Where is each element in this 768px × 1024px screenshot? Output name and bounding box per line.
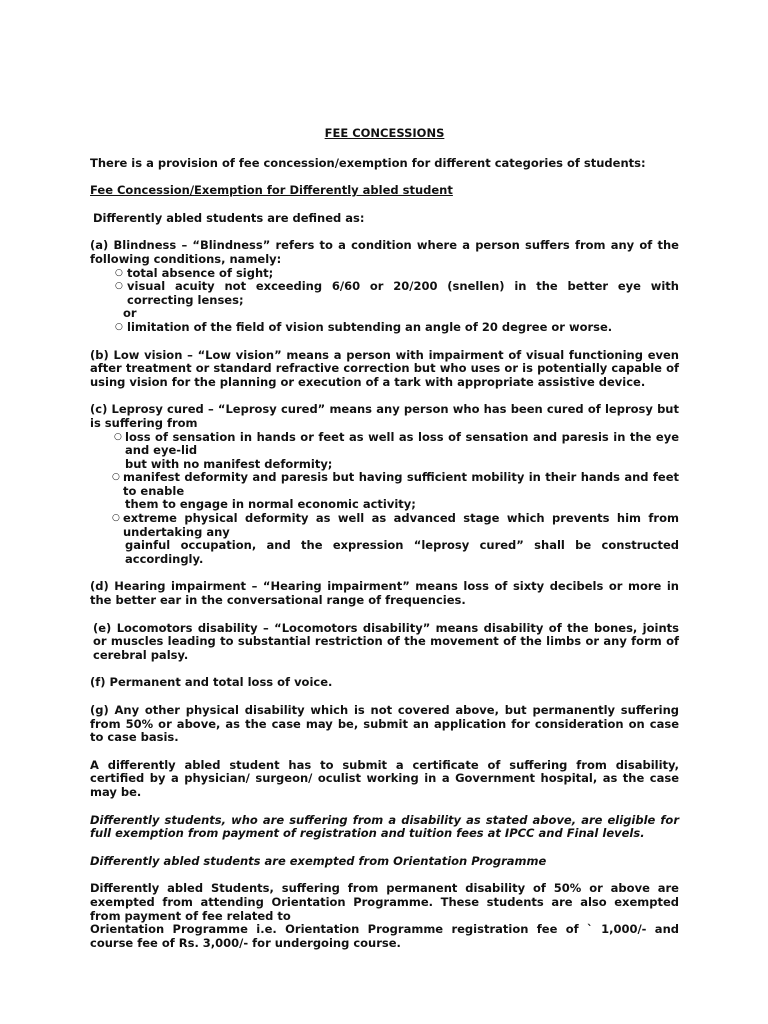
list-item: ○ limitation of the field of vision subtending an angle of 20 degree or worse. (115, 319, 613, 334)
certificate-paragraph: A differently abled student has to submit a certificate of suffering from disability, certified by a physician/ surgeon/ oculist working in a Government hospital, as the case may be. (90, 757, 679, 799)
clause-e: (e) Locomotors disability – “Locomotors disability” means disability of the bones, joints or muscles leading to substantial restriction of the movement of the limbs or any form of cerebral palsy. (93, 620, 679, 662)
clause-c-list (90, 431, 679, 567)
list-item-continuation: but with no manifest deformity; (125, 456, 333, 471)
document-body (90, 127, 679, 950)
eligibility-paragraph: Differently students, who are suffering from a disability as stated above, are eligible for full exemption from payment of registration and tuition fees at IPCC and Final levels. (90, 812, 679, 841)
bullet-icon: ○ (115, 321, 123, 332)
intro-paragraph: There is a provision of fee concession/exemption for different categories of students: (90, 155, 646, 170)
list-item-continuation: gainful occupation, and the expression “leprosy cured” shall be constructed accordingly. (125, 538, 679, 566)
bullet-icon: ○ (114, 431, 122, 442)
list-item: ○ total absence of sight; (115, 265, 274, 280)
clause-a: (a) Blindness – “Blindness” refers to a condition where a person suffers from any of the following conditions, namely: (90, 238, 679, 266)
list-item: ○ extreme physical deformity as well as advanced stage which prevents him from undertaking any (112, 511, 679, 539)
defined-as-paragraph: Differently abled students are defined as: (93, 210, 365, 225)
clause-g: (g) Any other physical disability which is not covered above, but permanently suffering from 50% or above, as the case may be, submit an application for consideration on case to case basis. (90, 703, 679, 745)
clause-f: (f) Permanent and total loss of voice. (90, 675, 333, 690)
orientation-paragraph: Differently abled Students, suffering from permanent disability of 50% or above are exempted from attending Orientation Programme. These students are also exempted from payment of fee related to (90, 881, 679, 923)
orientation-heading: Differently abled students are exempted from Orientation Programme (90, 853, 547, 868)
bullet-icon: ○ (112, 513, 120, 524)
clause-d: (d) Hearing impairment – “Hearing impairment” means loss of sixty decibels or more in the better ear in the conversational range of frequencies. (90, 579, 679, 608)
clause-c: (c) Leprosy cured – “Leprosy cured” means any person who has been cured of leprosy but is suffering from (90, 402, 679, 430)
list-item: ○ manifest deformity and paresis but having sufficient mobility in their hands and feet to enable (112, 470, 679, 498)
section-heading: Fee Concession/Exemption for Differently abled student (90, 183, 453, 198)
page-title: FEE CONCESSIONS (324, 126, 445, 140)
bullet-icon: ○ (115, 267, 123, 278)
bullet-icon: ○ (112, 472, 120, 483)
list-item (90, 307, 679, 321)
list-item: ○ visual acuity not exceeding 6/60 or 20/200 (snellen) in the better eye with correcting lenses; (115, 279, 679, 307)
clause-b: (b) Low vision – “Low vision” means a person with impairment of visual functioning even after treatment or standard refractive correction but who uses or is potentially capable of using vision for the planning or execution of a tark with appropriate assistive device. (90, 347, 679, 389)
bullet-icon: ○ (115, 281, 123, 292)
orientation-fee-paragraph: Orientation Programme i.e. Orientation Programme registration fee of ` 1,000/- and course fee of Rs. 3,000/- for undergoing course. (90, 922, 679, 950)
or-text: or (123, 306, 137, 321)
list-item-continuation: them to engage in normal economic activity; (125, 497, 416, 512)
list-item: ○ loss of sensation in hands or feet as well as loss of sensation and paresis in the eye and eye-lid (114, 429, 679, 458)
clause-a-list (90, 267, 679, 335)
